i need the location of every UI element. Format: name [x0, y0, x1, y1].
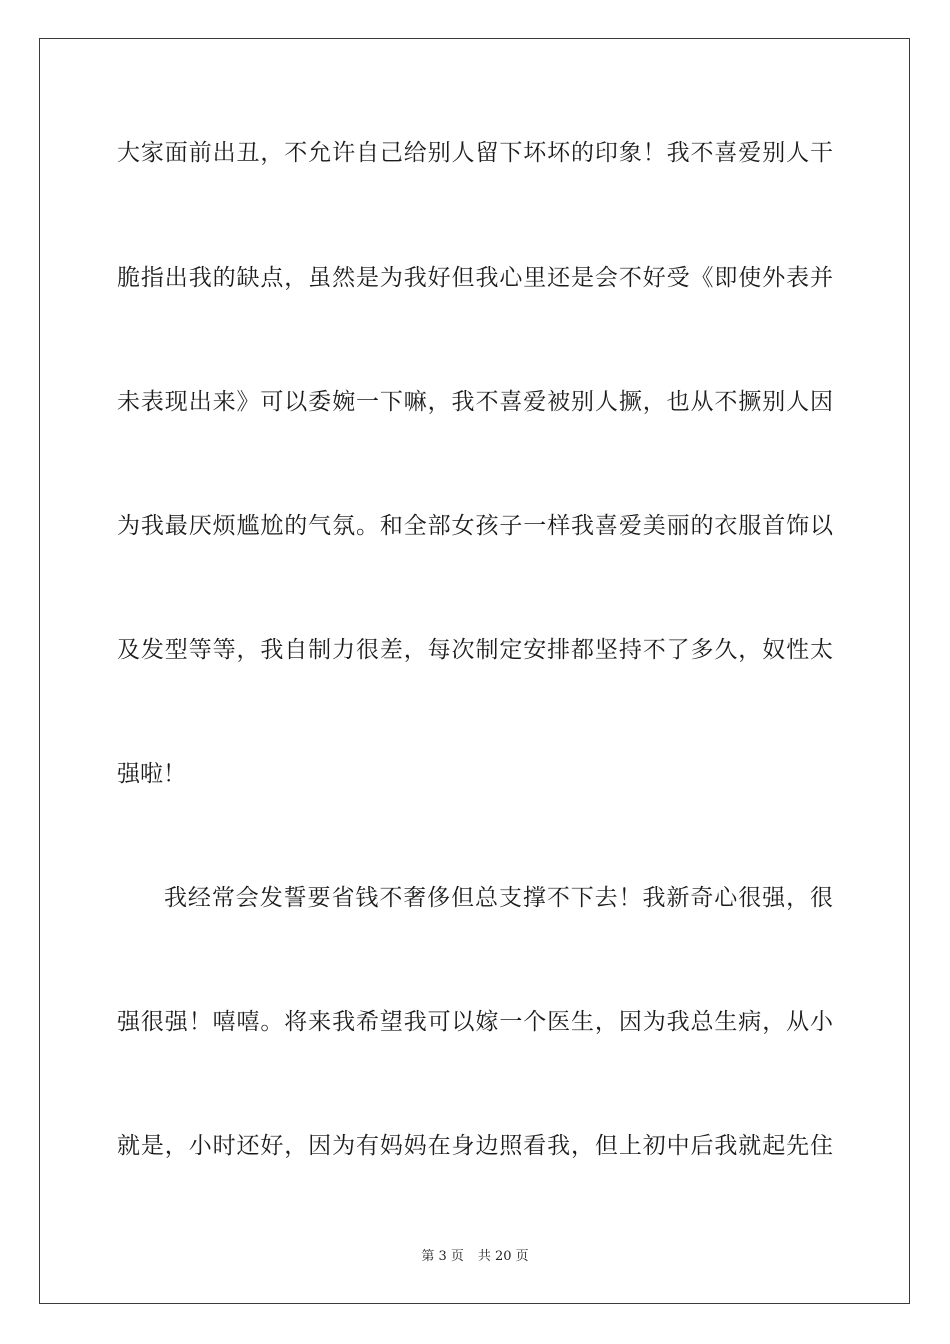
page-number: 第 3 页 — [421, 1249, 464, 1264]
page-frame — [39, 38, 910, 1304]
text-line: 强很强！嘻嘻。将来我希望我可以嫁一个医生，因为我总生病，从小 — [117, 1009, 833, 1035]
page-footer — [0, 1248, 950, 1266]
text-line: 未表现出来》可以委婉一下嘛，我不喜爱被别人撅，也从不撅别人因 — [117, 389, 833, 415]
text-line: 为我最厌烦尴尬的气氛。和全部女孩子一样我喜爱美丽的衣服首饰以 — [117, 513, 833, 539]
text-line: 脆指出我的缺点，虽然是为我好但我心里还是会不好受《即使外表并 — [117, 265, 833, 291]
text-line: 就是，小时还好，因为有妈妈在身边照看我，但上初中后我就起先住 — [117, 1133, 833, 1159]
text-line: 大家面前出丑，不允许自己给别人留下坏坏的印象！我不喜爱别人干 — [117, 140, 833, 166]
page-total: 共 20 页 — [477, 1249, 529, 1264]
text-line: 及发型等等，我自制力很差，每次制定安排都坚持不了多久，奴性太 — [117, 637, 833, 663]
text-line: 强啦！ — [117, 761, 186, 787]
text-line: 我经常会发誓要省钱不奢侈但总支撑不下去！我新奇心很强，很 — [164, 885, 833, 911]
